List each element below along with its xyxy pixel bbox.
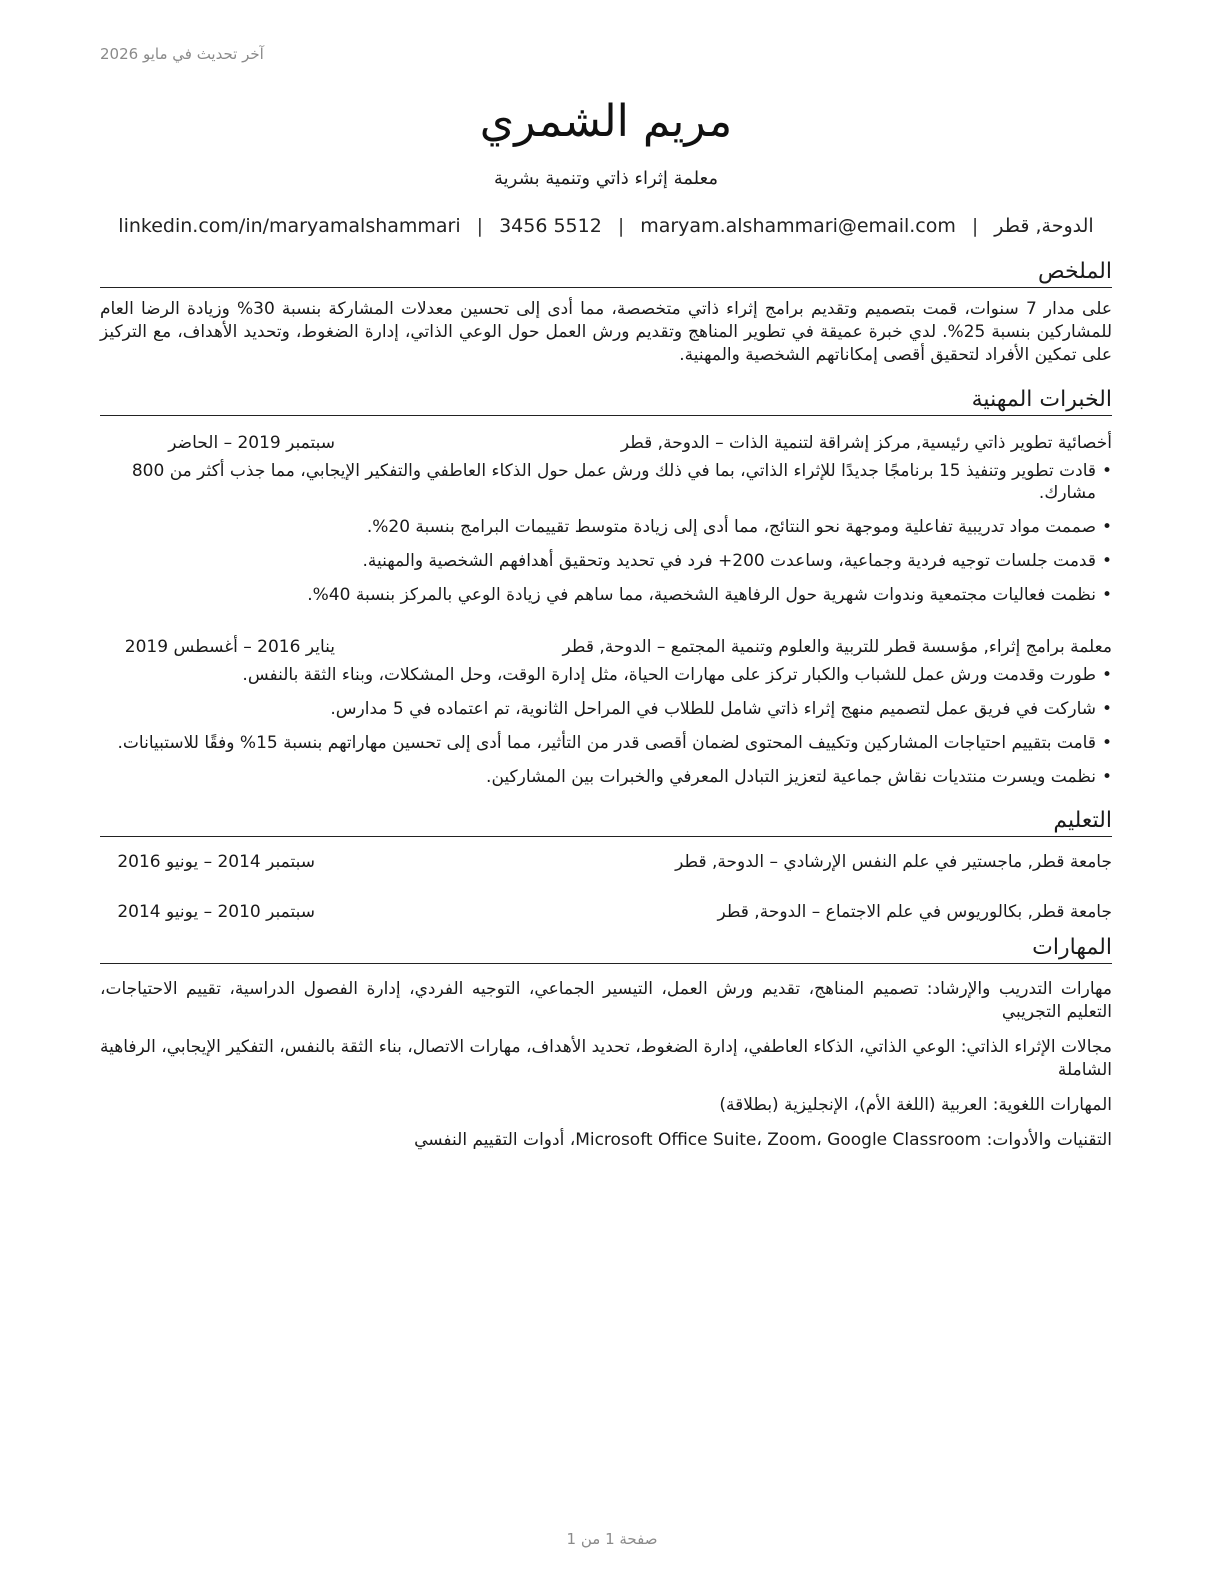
skill-line: المهارات اللغوية: العربية (اللغة الأم)، الإنجليزية (بطلاقة) xyxy=(719,1095,1112,1115)
last-updated-note: آخر تحديث في مايو 2026 xyxy=(100,45,264,63)
page-number: صفحة 1 من 1 xyxy=(566,1530,658,1548)
job-entry xyxy=(100,634,1112,788)
job-bullet: • قامت بتقييم احتياجات المشاركين وتكييف المحتوى لضمان أقصى قدر من التأثير، مما أدى إلى تحسين مهاراتهم بنسبة 15% وفقًا للاستبيانات. xyxy=(100,732,1112,754)
skills-heading: المهارات xyxy=(100,933,1112,964)
job-entry xyxy=(100,430,1112,606)
skill-line: التقنيات والأدوات: Microsoft Office Suite، Zoom، Google Classroom، أدوات التقييم النفسي xyxy=(414,1130,1112,1150)
candidate-name: مريم الشمري xyxy=(479,96,733,147)
job-bullets xyxy=(100,664,1112,788)
job-header xyxy=(100,430,1112,456)
education-entry xyxy=(100,849,1112,875)
skill-line: مهارات التدريب والإرشاد: تصميم المناهج، تقديم ورش العمل، التيسير الجماعي، التوجيه الفردي، إدارة الفصول الدراسية، تقييم الاحتياجات، التعليم التجريبي xyxy=(100,979,1112,1022)
job-header xyxy=(100,634,1112,660)
job-bullet: • طورت وقدمت ورش عمل للشباب والكبار تركز على مهارات الحياة، مثل إدارة الوقت، وحل المشكلات، وبناء الثقة بالنفس. xyxy=(100,664,1112,686)
candidate-title: معلمة إثراء ذاتي وتنمية بشرية xyxy=(494,168,718,189)
phone-number: 3456 5512 xyxy=(499,215,602,237)
contact-separator: | xyxy=(971,215,979,237)
education-entry xyxy=(100,899,1112,925)
education-degree: جامعة قطر, ماجستير في علم النفس الإرشادي – الدوحة, قطر xyxy=(675,852,1112,872)
job-role: معلمة برامج إثراء, مؤسسة قطر للتربية والعلوم وتنمية المجتمع – الدوحة, قطر xyxy=(562,637,1112,657)
job-date: سبتمبر 2019 – الحاضر xyxy=(168,433,335,453)
contact-separator: | xyxy=(476,215,484,237)
job-bullet: • قادت تطوير وتنفيذ 15 برنامجًا جديدًا للإثراء الذاتي، بما في ذلك ورش عمل حول الذكاء العاطفي والتفكير الإيجابي، مما جذب أكثر من 800 مشارك. xyxy=(100,460,1112,504)
summary-text: على مدار 7 سنوات، قمت بتصميم وتقديم برامج إثراء ذاتي متخصصة، مما أدى إلى تحسين معدلات المشاركة بنسبة 30% وزيادة الرضا العام للمشاركين بنسبة 25%. لدي خبرة عميقة في تطوير المناهج وتقديم ورش العمل حول الوعي الذاتي، إدارة الضغوط، وتحديد الأهداف، مع التركيز على تمكين الأفراد لتحقيق أقصى إمكاناتهم الشخصية والمهنية. xyxy=(100,299,1113,365)
linkedin-link[interactable]: linkedin.com/in/maryamalshammari xyxy=(118,215,461,237)
experience-heading: الخبرات المهنية xyxy=(100,385,1112,416)
job-bullet: • شاركت في فريق عمل لتصميم منهج إثراء ذاتي شامل للطلاب في المراحل الثانوية، تم اعتماده في 5 مدارس. xyxy=(100,698,1112,720)
education-date: سبتمبر 2010 – يونيو 2014 xyxy=(117,902,315,922)
job-bullet: • نظمت فعاليات مجتمعية وندوات شهرية حول الرفاهية الشخصية، مما ساهم في زيادة الوعي بالمركز بنسبة 40%. xyxy=(100,584,1112,606)
skill-line: مجالات الإثراء الذاتي: الوعي الذاتي، الذكاء العاطفي، إدارة الضغوط، تحديد الأهداف، مهارات الاتصال، بناء الثقة بالنفس، التفكير الإيجابي، الرفاهية الشاملة xyxy=(100,1037,1112,1080)
job-bullet: • نظمت ويسرت منتديات نقاش جماعية لتعزيز التبادل المعرفي والخبرات بين المشاركين. xyxy=(100,766,1112,788)
education-list xyxy=(100,849,1112,925)
education-heading: التعليم xyxy=(100,806,1112,837)
education-degree: جامعة قطر, بكالوريوس في علم الاجتماع – الدوحة, قطر xyxy=(717,902,1112,922)
job-date: يناير 2016 – أغسطس 2019 xyxy=(124,637,335,657)
job-role: أخصائية تطوير ذاتي رئيسية, مركز إشراقة لتنمية الذات – الدوحة, قطر xyxy=(620,433,1112,453)
job-bullets xyxy=(100,460,1112,606)
education-date: سبتمبر 2014 – يونيو 2016 xyxy=(117,852,315,872)
location: الدوحة, قطر xyxy=(994,215,1094,237)
job-bullet: • صممت مواد تدريبية تفاعلية وموجهة نحو النتائج، مما أدى إلى زيادة متوسط تقييمات البرامج بنسبة 20%. xyxy=(100,516,1112,538)
contact-line xyxy=(100,212,1112,240)
job-bullet: • قدمت جلسات توجيه فردية وجماعية، وساعدت 200+ فرد في تحديد وتحقيق أهدافهم الشخصية والمهنية. xyxy=(100,550,1112,572)
resume-page xyxy=(100,90,1112,1164)
email-link[interactable]: maryam.alshammari@email.com xyxy=(640,215,956,237)
contact-separator: | xyxy=(617,215,625,237)
skills-list xyxy=(100,978,1112,1152)
summary-heading: الملخص xyxy=(100,257,1112,288)
